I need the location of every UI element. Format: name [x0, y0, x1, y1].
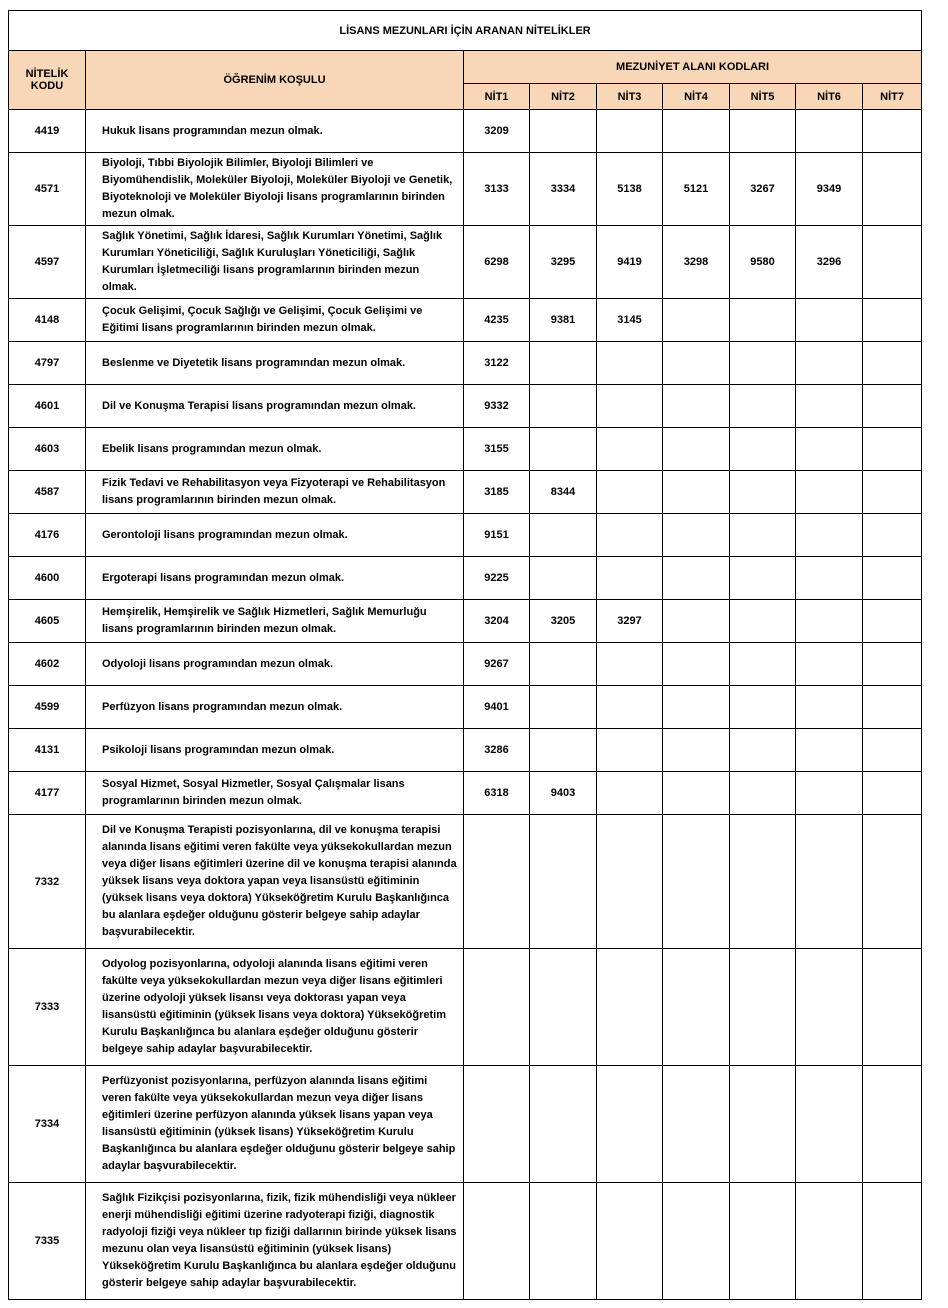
nit6-code — [796, 385, 863, 428]
nit3-code — [597, 110, 663, 153]
nit1-code: 3209 — [464, 110, 530, 153]
nit2-code — [530, 729, 597, 772]
nit5-code — [730, 600, 796, 643]
nit1-code: 9332 — [464, 385, 530, 428]
nit2-code — [530, 557, 597, 600]
nit3-code — [597, 385, 663, 428]
nit6-code: 3296 — [796, 226, 863, 299]
nit5-code — [730, 342, 796, 385]
education-condition: Gerontoloji lisans programından mezun olmak. — [86, 514, 464, 557]
nit1-code — [464, 1066, 530, 1183]
nit1-code: 3122 — [464, 342, 530, 385]
nit7-code — [863, 643, 922, 686]
nit4-code — [663, 110, 730, 153]
qualification-code: 4587 — [9, 471, 86, 514]
nit3-code — [597, 1066, 663, 1183]
qualifications-table — [8, 10, 922, 1300]
table-row — [9, 342, 922, 385]
table-row — [9, 299, 922, 342]
nit5-code — [730, 1066, 796, 1183]
nit6-code — [796, 815, 863, 949]
qualification-code: 4597 — [9, 226, 86, 299]
nit7-code — [863, 600, 922, 643]
nit6-code — [796, 729, 863, 772]
qualification-code: 7332 — [9, 815, 86, 949]
education-condition: Biyoloji, Tıbbi Biyolojik Bilimler, Biyoloji Bilimleri ve Biyomühendislik, Moleküler Biyoloji, Moleküler Biyoloji ve Genetik, Biyoteknoloji ve Moleküler Biyoloji lisans programlarının birinden mezun olmak. — [86, 153, 464, 226]
nit2-code — [530, 514, 597, 557]
qualification-code: 4571 — [9, 153, 86, 226]
nit2-code: 9403 — [530, 772, 597, 815]
nit4-code — [663, 514, 730, 557]
nit1-code: 3155 — [464, 428, 530, 471]
nit6-code — [796, 600, 863, 643]
nit1-code: 9225 — [464, 557, 530, 600]
nit3-code: 3145 — [597, 299, 663, 342]
nit1-code: 9151 — [464, 514, 530, 557]
education-condition: Sağlık Fizikçisi pozisyonlarına, fizik, fizik mühendisliği veya nükleer enerji mühendisliği eğitimi üzerine radyoterapi fiziği, diagnostik radyoloji fiziği veya nükleer tıp fiziği dallarının birinde yüksek lisans mezunu olan veya lisansüstü eğitiminin (yüksek lisans) Yükseköğretim Kurulu Başkanlığınca bu alanlara eşdeğer olduğunu gösterir belgeye sahip adaylar başvurabilecektir. — [86, 1183, 464, 1300]
nit6-code — [796, 772, 863, 815]
table-row — [9, 1183, 922, 1300]
nit1-code: 3286 — [464, 729, 530, 772]
nit5-code — [730, 729, 796, 772]
nit2-code — [530, 428, 597, 471]
nit2-code — [530, 815, 597, 949]
qualification-code: 4797 — [9, 342, 86, 385]
table-row — [9, 643, 922, 686]
nit7-code — [863, 153, 922, 226]
nit5-code — [730, 815, 796, 949]
nit1-code: 3133 — [464, 153, 530, 226]
nit2-code — [530, 643, 597, 686]
education-condition: Fizik Tedavi ve Rehabilitasyon veya Fizyoterapi ve Rehabilitasyon lisans programlarının birinden mezun olmak. — [86, 471, 464, 514]
nit7-code — [863, 342, 922, 385]
education-condition: Hemşirelik, Hemşirelik ve Sağlık Hizmetleri, Sağlık Memurluğu lisans programlarının birinden mezun olmak. — [86, 600, 464, 643]
nit6-header: NİT6 — [796, 84, 863, 110]
qualification-code: 4605 — [9, 600, 86, 643]
nit4-code — [663, 385, 730, 428]
nit4-header: NİT4 — [663, 84, 730, 110]
qualification-code: 4603 — [9, 428, 86, 471]
nit7-code — [863, 226, 922, 299]
nit4-code: 5121 — [663, 153, 730, 226]
nit3-code — [597, 557, 663, 600]
nit1-code — [464, 949, 530, 1066]
education-condition: Perfüzyonist pozisyonlarına, perfüzyon alanında lisans eğitimi veren fakülte veya yüksekokullardan mezun veya diğer lisans eğitimleri üzerine perfüzyon alanında yüksek lisans yapan veya lisansüstü eğitiminin (yüksek lisans) Yükseköğretim Kurulu Başkanlığınca bu alanlara eşdeğer olduğunu gösterir belgeye sahip adaylar başvurabilecektir. — [86, 1066, 464, 1183]
nit3-code — [597, 342, 663, 385]
nit7-code — [863, 815, 922, 949]
nit7-code — [863, 729, 922, 772]
nit4-code — [663, 1183, 730, 1300]
nit7-code — [863, 1066, 922, 1183]
education-condition: Beslenme ve Diyetetik lisans programından mezun olmak. — [86, 342, 464, 385]
education-condition: Ebelik lisans programından mezun olmak. — [86, 428, 464, 471]
table-body — [9, 110, 922, 1300]
qualification-code: 4177 — [9, 772, 86, 815]
nit7-code — [863, 772, 922, 815]
nit3-code — [597, 514, 663, 557]
table-row — [9, 153, 922, 226]
education-condition: Sosyal Hizmet, Sosyal Hizmetler, Sosyal Çalışmalar lisans programlarının birinden mezun olmak. — [86, 772, 464, 815]
nit2-code: 3295 — [530, 226, 597, 299]
nit3-code: 5138 — [597, 153, 663, 226]
nit5-code — [730, 949, 796, 1066]
education-condition: Dil ve Konuşma Terapisi lisans programından mezun olmak. — [86, 385, 464, 428]
qualification-code: 4602 — [9, 643, 86, 686]
nit3-code — [597, 815, 663, 949]
education-condition: Odyoloji lisans programından mezun olmak. — [86, 643, 464, 686]
education-condition: Odyolog pozisyonlarına, odyoloji alanında lisans eğitimi veren fakülte veya yüksekokullardan mezun veya diğer lisans eğitimleri üzerine odyoloji yüksek lisansı veya doktorası yapan veya lisansüstü eğitiminin (yüksek lisans veya doktora) Yükseköğretim Kurulu Başkanlığınca bu alanlara eşdeğer olduğunu gösterir belgeye sahip adaylar başvurabilecektir. — [86, 949, 464, 1066]
nit1-code: 9401 — [464, 686, 530, 729]
education-condition: Perfüzyon lisans programından mezun olmak. — [86, 686, 464, 729]
nit6-code — [796, 1183, 863, 1300]
nit6-code — [796, 342, 863, 385]
nit5-code — [730, 299, 796, 342]
table-row — [9, 428, 922, 471]
nit3-code — [597, 686, 663, 729]
nit1-code: 6298 — [464, 226, 530, 299]
nit2-code — [530, 110, 597, 153]
education-condition: Psikoloji lisans programından mezun olmak. — [86, 729, 464, 772]
nit2-code — [530, 686, 597, 729]
nit1-code: 9267 — [464, 643, 530, 686]
nit4-code — [663, 643, 730, 686]
nit3-code — [597, 428, 663, 471]
nit1-code: 3204 — [464, 600, 530, 643]
qualification-code: 4131 — [9, 729, 86, 772]
nit6-code — [796, 557, 863, 600]
nit4-code — [663, 471, 730, 514]
education-condition: Sağlık Yönetimi, Sağlık İdaresi, Sağlık Kurumları Yönetimi, Sağlık Kurumları Yöneticiliği, Sağlık Kuruluşları Yöneticiliği, Sağlık Kurumları İşletmeciliği lisans programlarının birinden mezun olmak. — [86, 226, 464, 299]
nit6-code — [796, 299, 863, 342]
nit7-code — [863, 428, 922, 471]
nit7-code — [863, 514, 922, 557]
nit2-code — [530, 1066, 597, 1183]
nit6-code — [796, 471, 863, 514]
nit2-header: NİT2 — [530, 84, 597, 110]
nit1-header: NİT1 — [464, 84, 530, 110]
nit5-code: 9580 — [730, 226, 796, 299]
table-row — [9, 1066, 922, 1183]
nit5-code — [730, 557, 796, 600]
table-row — [9, 557, 922, 600]
education-condition: Ergoterapi lisans programından mezun olmak. — [86, 557, 464, 600]
nit4-code — [663, 686, 730, 729]
qualification-code: 4176 — [9, 514, 86, 557]
nit6-code — [796, 514, 863, 557]
nit4-code: 3298 — [663, 226, 730, 299]
nit6-code — [796, 686, 863, 729]
nit4-code — [663, 600, 730, 643]
nit1-code — [464, 1183, 530, 1300]
nit7-code — [863, 471, 922, 514]
nit6-code — [796, 643, 863, 686]
table-row — [9, 471, 922, 514]
table-row — [9, 514, 922, 557]
code-header: NİTELİK KODU — [9, 51, 86, 110]
nit2-code — [530, 1183, 597, 1300]
table-row — [9, 110, 922, 153]
qualification-code: 4601 — [9, 385, 86, 428]
nit4-code — [663, 1066, 730, 1183]
graduation-codes-header: MEZUNİYET ALANI KODLARI — [464, 51, 922, 84]
nit6-code — [796, 110, 863, 153]
nit1-code: 6318 — [464, 772, 530, 815]
nit5-code — [730, 643, 796, 686]
condition-header: ÖĞRENİM KOŞULU — [86, 51, 464, 110]
nit6-code — [796, 428, 863, 471]
nit3-code — [597, 729, 663, 772]
nit1-code: 4235 — [464, 299, 530, 342]
nit3-code — [597, 949, 663, 1066]
qualification-code: 4419 — [9, 110, 86, 153]
nit3-code — [597, 1183, 663, 1300]
nit4-code — [663, 342, 730, 385]
qualification-code: 4600 — [9, 557, 86, 600]
nit6-code — [796, 1066, 863, 1183]
nit7-code — [863, 299, 922, 342]
table-row — [9, 600, 922, 643]
nit1-code — [464, 815, 530, 949]
nit5-header: NİT5 — [730, 84, 796, 110]
table-row — [9, 729, 922, 772]
nit2-code: 8344 — [530, 471, 597, 514]
qualification-code: 4599 — [9, 686, 86, 729]
nit6-code — [796, 949, 863, 1066]
nit5-code — [730, 514, 796, 557]
nit5-code: 3267 — [730, 153, 796, 226]
nit7-code — [863, 686, 922, 729]
nit2-code: 3205 — [530, 600, 597, 643]
nit3-code — [597, 471, 663, 514]
qualification-code: 7335 — [9, 1183, 86, 1300]
education-condition: Hukuk lisans programından mezun olmak. — [86, 110, 464, 153]
nit4-code — [663, 815, 730, 949]
table-row — [9, 815, 922, 949]
table-row — [9, 686, 922, 729]
nit4-code — [663, 949, 730, 1066]
nit2-code — [530, 385, 597, 428]
nit5-code — [730, 471, 796, 514]
nit3-code: 3297 — [597, 600, 663, 643]
table-row — [9, 226, 922, 299]
nit7-code — [863, 110, 922, 153]
nit5-code — [730, 428, 796, 471]
nit2-code: 3334 — [530, 153, 597, 226]
nit4-code — [663, 428, 730, 471]
nit4-code — [663, 729, 730, 772]
nit7-code — [863, 949, 922, 1066]
nit4-code — [663, 557, 730, 600]
qualification-code: 4148 — [9, 299, 86, 342]
nit3-header: NİT3 — [597, 84, 663, 110]
nit3-code: 9419 — [597, 226, 663, 299]
table-title: LİSANS MEZUNLARI İÇİN ARANAN NİTELİKLER — [9, 11, 922, 51]
nit5-code — [730, 385, 796, 428]
nit5-code — [730, 1183, 796, 1300]
nit2-code — [530, 342, 597, 385]
qualification-code: 7334 — [9, 1066, 86, 1183]
table-row — [9, 772, 922, 815]
nit4-code — [663, 772, 730, 815]
nit7-code — [863, 385, 922, 428]
nit2-code — [530, 949, 597, 1066]
education-condition: Dil ve Konuşma Terapisti pozisyonlarına, dil ve konuşma terapisi alanında lisans eğitimi veren fakülte veya yüksekokullardan mezun veya diğer lisans eğitimleri üzerine dil ve konuşma terapisi alanında yüksek lisans veya doktora yapan veya lisansüstü eğitiminin (yüksek lisans veya doktora) Yükseköğretim Kurulu Başkanlığınca bu alanlara eşdeğer olduğunu gösterir belgeye sahip adaylar başvurabilecektir. — [86, 815, 464, 949]
nit2-code: 9381 — [530, 299, 597, 342]
nit5-code — [730, 110, 796, 153]
nit7-code — [863, 1183, 922, 1300]
nit5-code — [730, 686, 796, 729]
nit1-code: 3185 — [464, 471, 530, 514]
nit3-code — [597, 643, 663, 686]
education-condition: Çocuk Gelişimi, Çocuk Sağlığı ve Gelişimi, Çocuk Gelişimi ve Eğitimi lisans programlarının birinden mezun olmak. — [86, 299, 464, 342]
nit5-code — [730, 772, 796, 815]
nit4-code — [663, 299, 730, 342]
qualification-code: 7333 — [9, 949, 86, 1066]
nit7-header: NİT7 — [863, 84, 922, 110]
table-row — [9, 385, 922, 428]
nit3-code — [597, 772, 663, 815]
nit7-code — [863, 557, 922, 600]
table-row — [9, 949, 922, 1066]
nit6-code: 9349 — [796, 153, 863, 226]
